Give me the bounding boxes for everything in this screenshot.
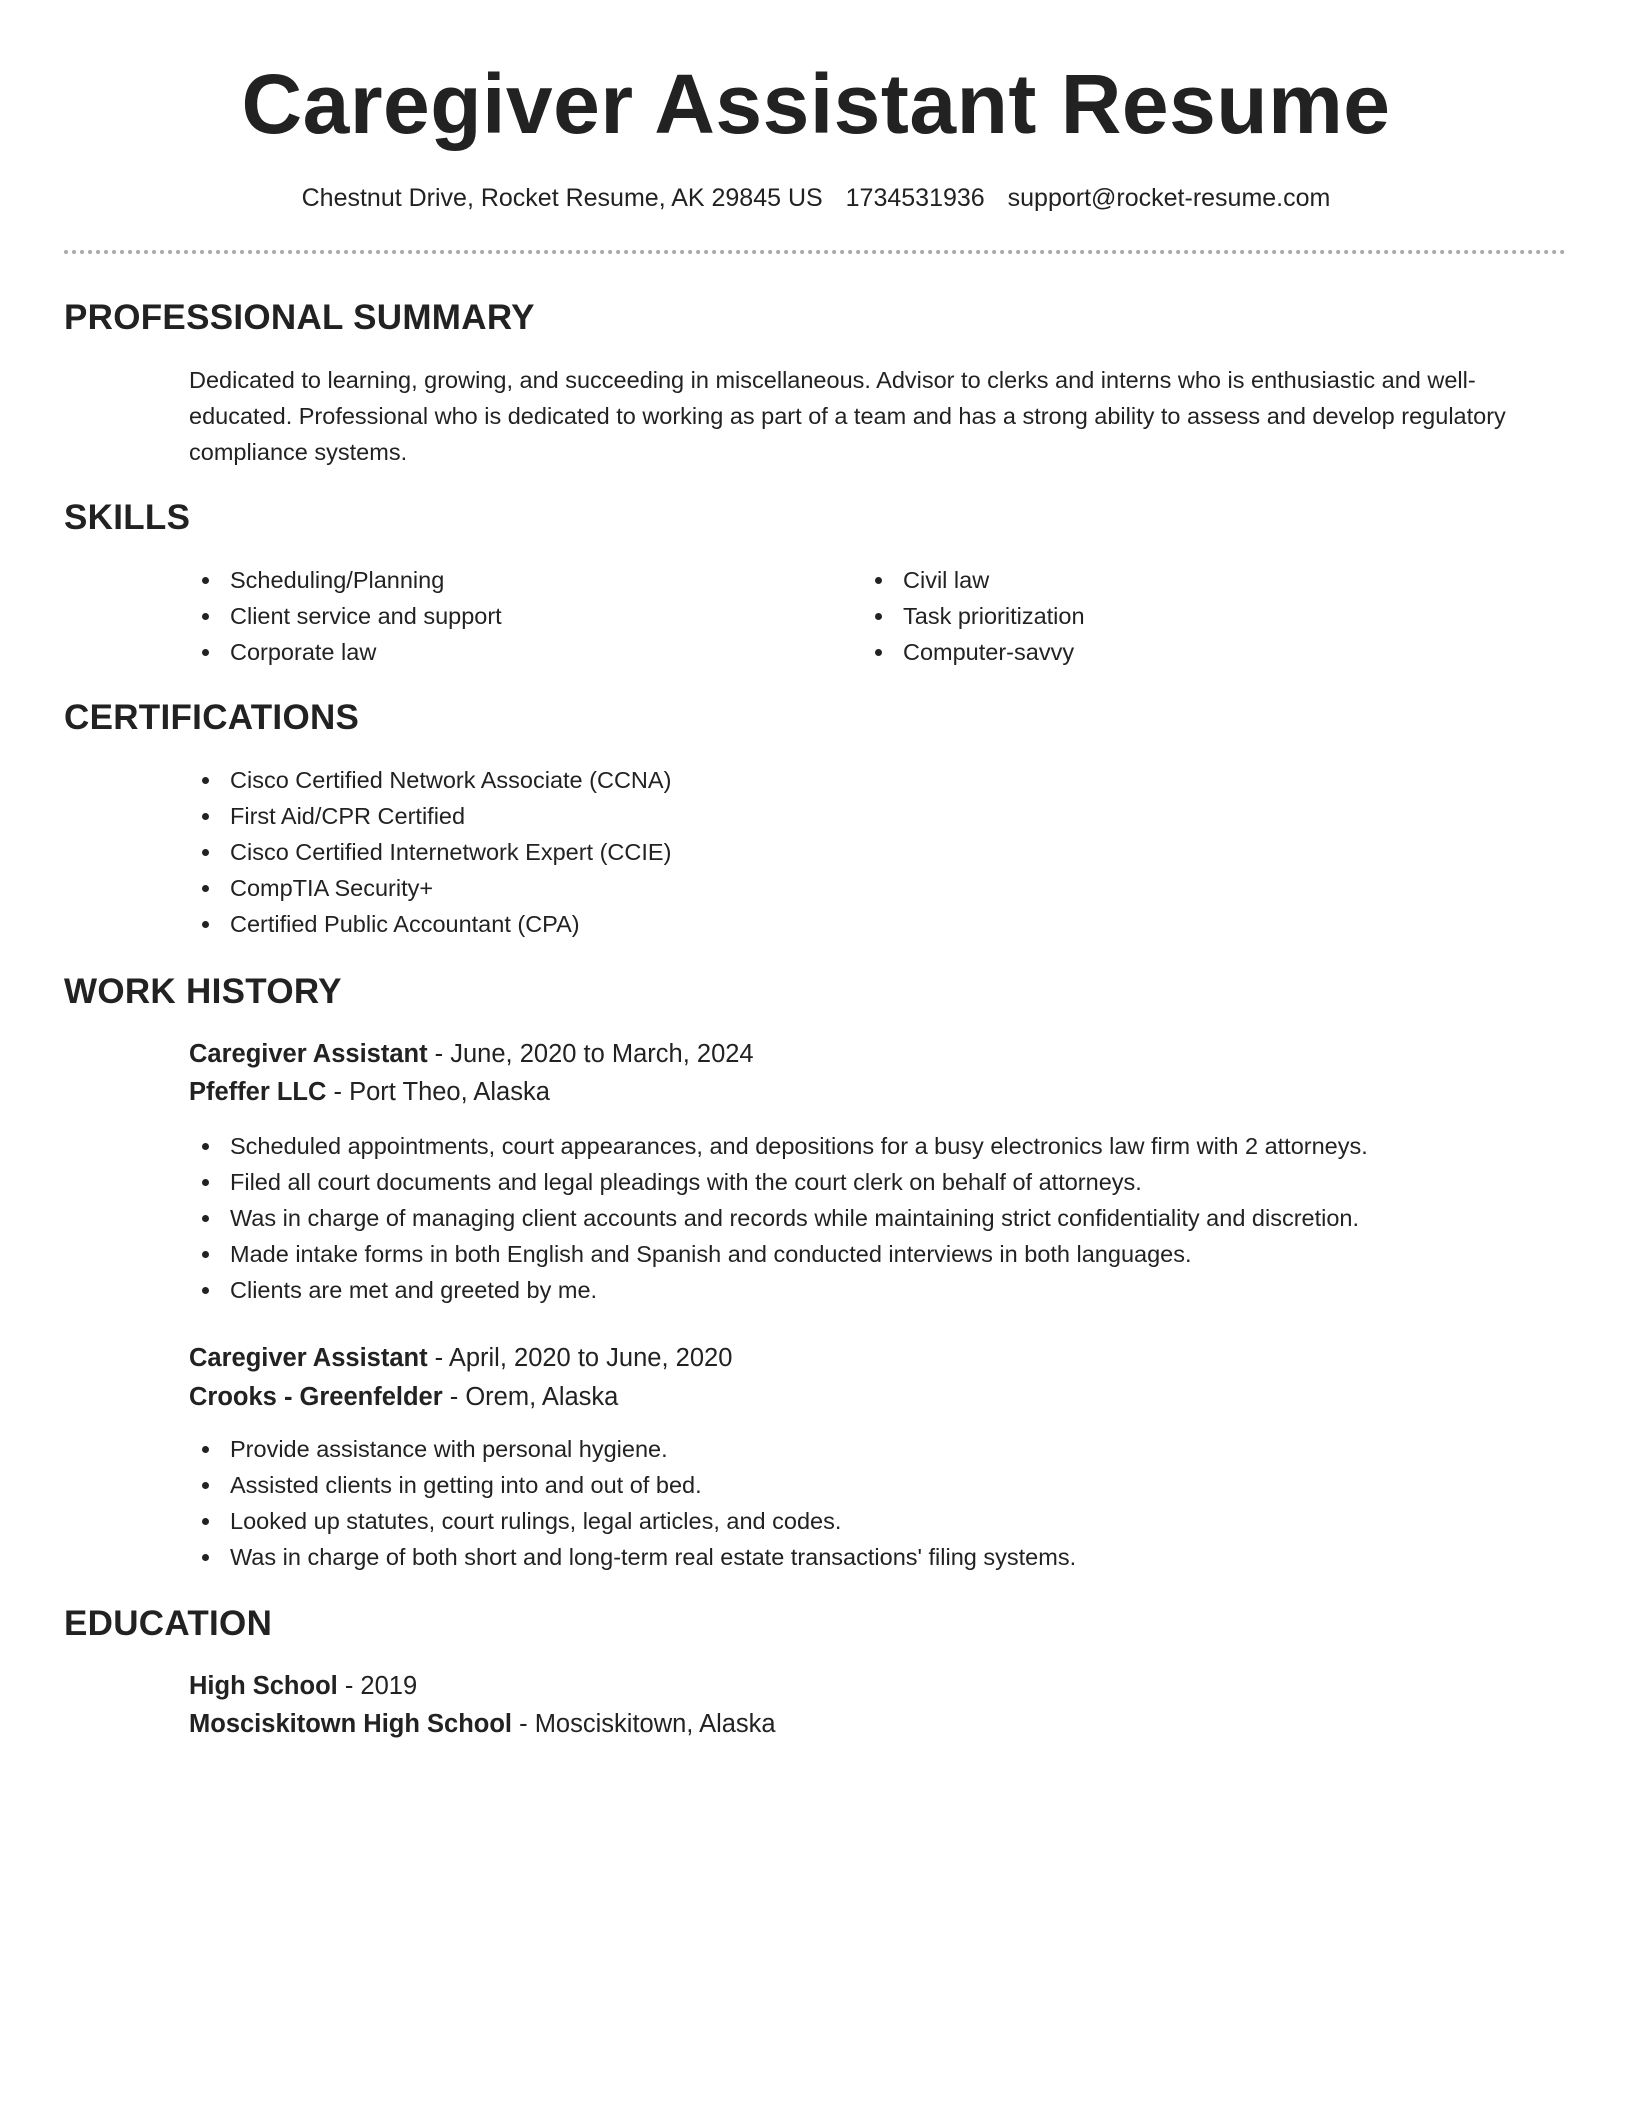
- skill-item: Task prioritization: [859, 598, 1085, 634]
- skill-item: Corporate law: [186, 634, 502, 670]
- contact-line: [0, 180, 1632, 216]
- certification-item: CompTIA Security+: [186, 870, 671, 906]
- skills-list-left: [186, 562, 502, 670]
- job-bullet: Looked up statutes, court rulings, legal articles, and codes.: [186, 1503, 1076, 1539]
- education-degree-line: [189, 1667, 417, 1705]
- job-company: Pfeffer LLC: [189, 1078, 327, 1106]
- summary-text: Dedicated to learning, growing, and succeeding in miscellaneous. Advisor to clerks and interns who is enthusiastic and well-educated. Professional who is dedicated to working as part of a team and has a strong ability to assess and develop regulatory compliance systems.: [189, 367, 1506, 465]
- skill-item: Scheduling/Planning: [186, 562, 502, 598]
- job-title: Caregiver Assistant: [189, 1040, 428, 1068]
- job-bullet: Made intake forms in both English and Spanish and conducted interviews in both languages.: [186, 1236, 1368, 1272]
- header-divider: [64, 250, 1566, 254]
- job-bullet: Provide assistance with personal hygiene.: [186, 1431, 1076, 1467]
- job-dates: - June, 2020 to March, 2024: [427, 1040, 754, 1068]
- job-bullet: Filed all court documents and legal pleadings with the court clerk on behalf of attorneys.: [186, 1164, 1368, 1200]
- certification-item: Certified Public Accountant (CPA): [186, 906, 671, 942]
- job-bullets: [186, 1128, 1368, 1308]
- skills-heading: SKILLS: [64, 498, 191, 537]
- job-company-line: [189, 1073, 550, 1111]
- education-heading: EDUCATION: [64, 1604, 273, 1643]
- job-bullet: Scheduled appointments, court appearances, and depositions for a busy electronics law firm with 2 attorneys.: [186, 1128, 1368, 1164]
- summary-heading: PROFESSIONAL SUMMARY: [64, 298, 535, 337]
- job-title-line: [189, 1339, 732, 1377]
- job-bullet: Was in charge of managing client accounts and records while maintaining strict confidentiality and discretion.: [186, 1200, 1368, 1236]
- job-location: - Orem, Alaska: [442, 1383, 619, 1411]
- contact-phone: 1734531936: [845, 184, 985, 212]
- education-school: Mosciskitown High School: [189, 1710, 513, 1738]
- job-bullet: Clients are met and greeted by me.: [186, 1272, 1368, 1308]
- education-location: - Mosciskitown, Alaska: [512, 1710, 776, 1738]
- work-history-heading: WORK HISTORY: [64, 972, 342, 1011]
- certification-item: Cisco Certified Internetwork Expert (CCIE): [186, 834, 671, 870]
- contact-address: Chestnut Drive, Rocket Resume, AK 29845 US: [301, 184, 823, 212]
- skills-list-right: [859, 562, 1085, 670]
- education-year: - 2019: [337, 1672, 418, 1700]
- job-title: Caregiver Assistant: [189, 1344, 428, 1372]
- job-bullet: Assisted clients in getting into and out of bed.: [186, 1467, 1076, 1503]
- education-degree: High School: [189, 1672, 338, 1700]
- job-company: Crooks - Greenfelder: [189, 1383, 443, 1411]
- job-title-line: [189, 1035, 754, 1073]
- skill-item: Client service and support: [186, 598, 502, 634]
- skill-item: Civil law: [859, 562, 1085, 598]
- contact-email: support@rocket-resume.com: [1007, 184, 1331, 212]
- skill-item: Computer-savvy: [859, 634, 1085, 670]
- certification-item: Cisco Certified Network Associate (CCNA): [186, 762, 671, 798]
- education-school-line: [189, 1705, 776, 1743]
- resume-title: Caregiver Assistant Resume: [241, 57, 1391, 151]
- job-bullet: Was in charge of both short and long-term real estate transactions' filing systems.: [186, 1539, 1076, 1575]
- certifications-heading: CERTIFICATIONS: [64, 698, 360, 737]
- certifications-list: [186, 762, 671, 942]
- job-location: - Port Theo, Alaska: [326, 1078, 550, 1106]
- certification-item: First Aid/CPR Certified: [186, 798, 671, 834]
- job-company-line: [189, 1378, 618, 1416]
- job-dates: - April, 2020 to June, 2020: [427, 1344, 733, 1372]
- job-bullets: [186, 1431, 1076, 1575]
